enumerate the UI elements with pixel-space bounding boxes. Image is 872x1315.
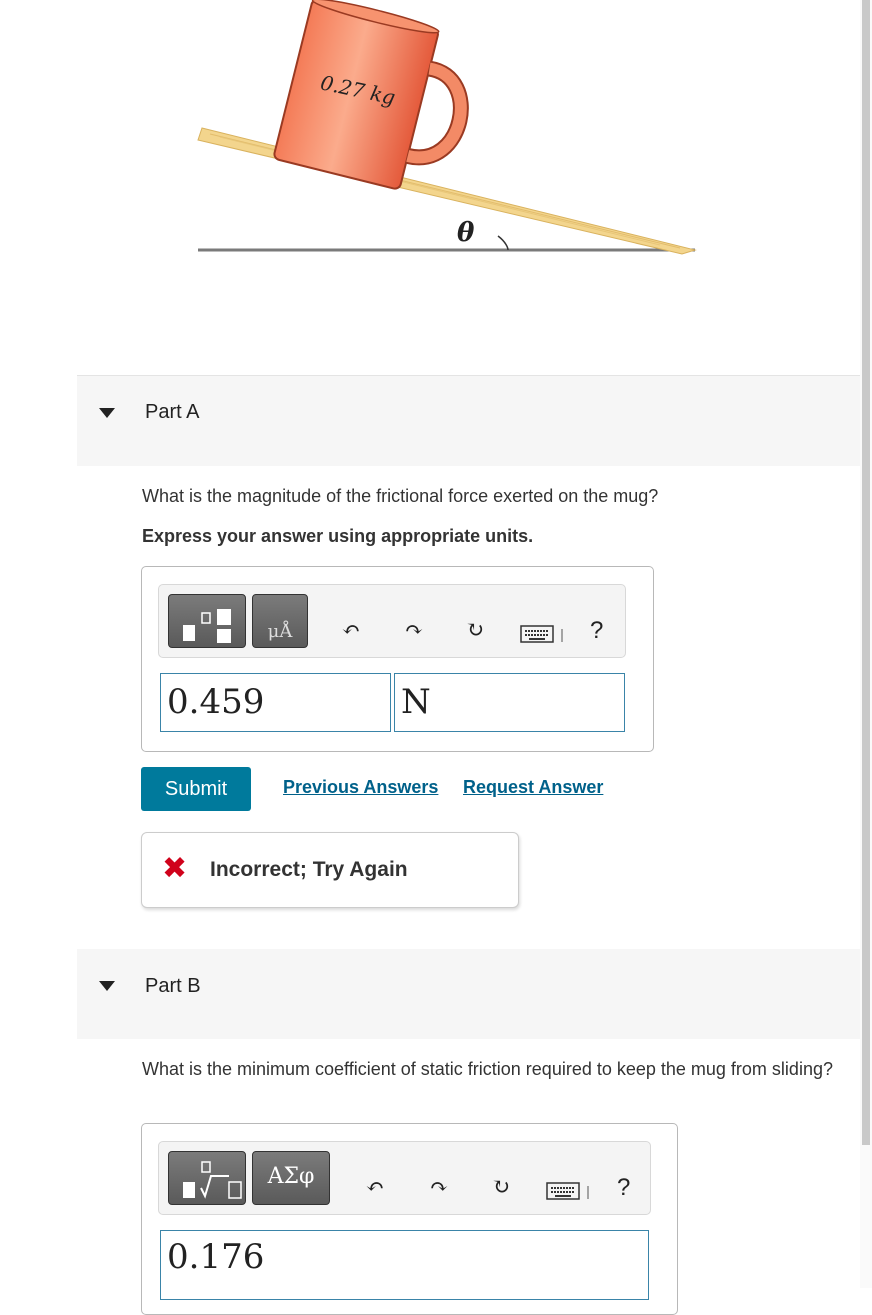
reset-icon[interactable]: ↻	[465, 618, 485, 643]
templates-button[interactable]	[168, 1151, 246, 1205]
greek-button-label: ΑΣφ	[267, 1164, 315, 1189]
error-x-icon: ✖	[162, 852, 188, 885]
templates-sqrt-icon	[169, 1152, 245, 1204]
value-input[interactable]: 0.176	[160, 1230, 649, 1300]
value-input[interactable]: 0.459	[160, 673, 391, 732]
units-button[interactable]	[252, 594, 308, 648]
keyboard-icon[interactable]	[520, 624, 566, 644]
part-b-question: What is the minimum coefficient of static friction required to keep the mug from sliding?	[142, 1059, 833, 1079]
incline-figure	[190, 0, 710, 270]
angle-arc	[498, 236, 508, 250]
angle-label: θ	[457, 218, 475, 248]
help-button[interactable]: ?	[590, 617, 604, 644]
collapse-caret-icon[interactable]	[99, 981, 115, 991]
part-a-title: Part A	[145, 401, 200, 423]
reset-icon[interactable]: ↻	[491, 1175, 511, 1200]
help-button[interactable]: ?	[617, 1174, 631, 1201]
units-input[interactable]: N	[394, 673, 625, 732]
mass-label: 0.27 kg	[318, 70, 398, 110]
part-b-title: Part B	[145, 975, 201, 997]
keyboard-icon[interactable]	[546, 1181, 592, 1201]
templates-button[interactable]	[168, 594, 246, 648]
collapse-caret-icon[interactable]	[99, 408, 115, 418]
greek-button[interactable]	[252, 1151, 330, 1205]
part-a-instruction: Express your answer using appropriate units.	[142, 526, 534, 546]
redo-icon[interactable]: ↷	[404, 618, 424, 643]
request-answer-link[interactable]: Request Answer	[463, 777, 604, 797]
undo-icon[interactable]: ↶	[365, 1175, 385, 1200]
scrollbar-thumb[interactable]	[862, 0, 870, 1145]
templates-icon	[169, 595, 245, 647]
undo-icon[interactable]: ↶	[341, 618, 361, 643]
feedback-message: Incorrect; Try Again	[210, 858, 408, 881]
part-a-question: What is the magnitude of the frictional force exerted on the mug?	[142, 486, 659, 506]
units-button-label: μÅ	[267, 621, 293, 642]
submit-button[interactable]: Submit	[141, 767, 251, 811]
previous-answers-link[interactable]: Previous Answers	[283, 777, 439, 797]
redo-icon[interactable]: ↷	[429, 1175, 449, 1200]
